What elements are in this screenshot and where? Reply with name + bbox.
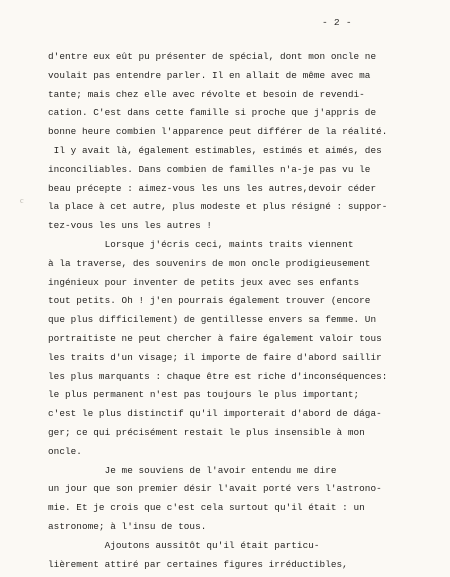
text-line: les traits d'un visage; il importe de faire d'abord saillir	[48, 351, 382, 363]
text-line: Il y avait là, également estimables, estimés et aimés, des	[48, 144, 382, 156]
page-number: - 2 -	[322, 17, 352, 28]
text-line: beau précepte : aimez-vous les uns les autres,devoir céder	[48, 182, 377, 194]
typewritten-text-body	[48, 48, 438, 574]
text-line: bonne heure combien l'apparence peut différer de la réalité.	[48, 126, 388, 138]
text-line: tez-vous les uns les autres !	[48, 220, 213, 232]
text-line: lièrement attiré par certaines figures irréductibles,	[48, 558, 348, 570]
text-line: que plus difficilement) de gentillesse envers sa femme. Un	[48, 314, 377, 326]
text-line: à la traverse, des souvenirs de mon oncle prodigieusement	[48, 257, 371, 269]
text-line: ger; ce qui précisément restait le plus insensible à mon	[48, 426, 365, 438]
text-line: la place à cet autre, plus modeste et plus résigné : suppor-	[48, 201, 388, 213]
text-line: d'entre eux eût pu présenter de spécial, dont mon oncle ne	[48, 51, 377, 62]
text-line: les plus marquants : chaque être est riche d'inconséquences:	[48, 370, 388, 382]
text-line: Je me souviens de l'avoir entendu me dire	[48, 464, 337, 476]
text-line: portraitiste ne peut chercher à faire également valoir tous	[48, 332, 382, 344]
text-line: ingénieux pour inventer de petits jeux avec ses enfants	[48, 276, 360, 288]
text-line: Ajoutons aussitôt qu'il était particu-	[48, 539, 320, 551]
text-line: astronome; à l'insu de tous.	[48, 520, 207, 532]
text-line: cation. C'est dans cette famille si proche que j'appris de	[48, 107, 377, 119]
text-line: c'est le plus distinctif qu'il importerait d'abord de dága-	[48, 408, 382, 420]
text-line: inconciliables. Dans combien de familles n'a-je pas vu le	[48, 163, 371, 175]
text-line: le plus permanent n'est pas toujours le plus important;	[48, 389, 360, 401]
margin-mark: c	[20, 196, 24, 205]
text-line: voulait pas entendre parler. Il en allait de même avec ma	[48, 69, 371, 81]
text-line: un jour que son premier désir l'avait porté vers l'astrono-	[48, 483, 382, 495]
text-line: tante; mais chez elle avec révolte et besoin de revendi-	[48, 88, 365, 100]
text-line: oncle.	[48, 445, 82, 457]
text-line: mie. Et je crois que c'est cela surtout qu'il était : un	[48, 502, 365, 514]
text-line: tout petits. Oh ! j'en pourrais également trouver (encore	[48, 295, 371, 307]
text-line: Lorsque j'écris ceci, maints traits viennent	[48, 238, 354, 250]
